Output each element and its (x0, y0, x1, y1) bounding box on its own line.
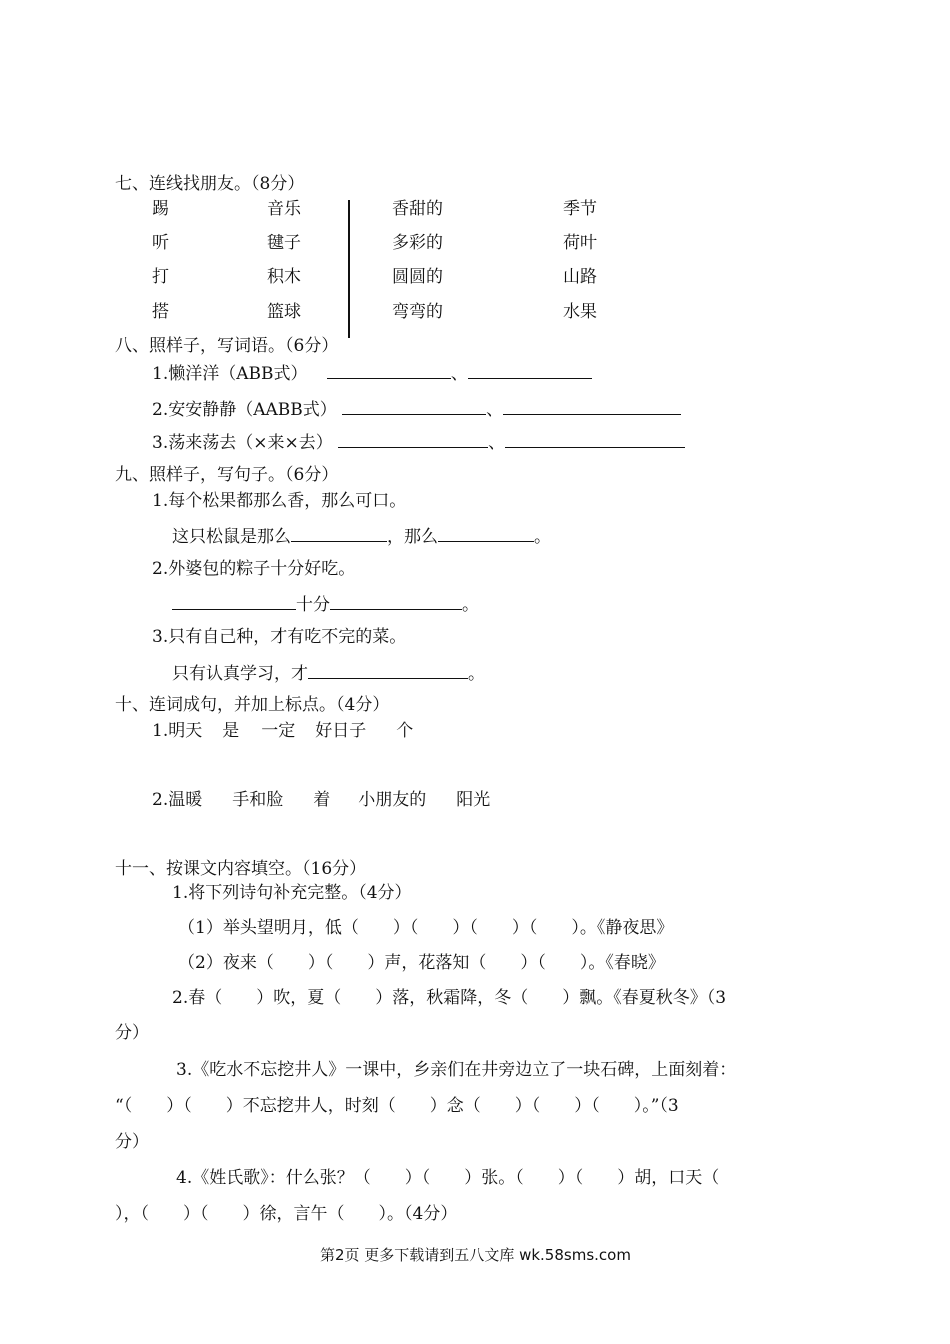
match-col4-item: 山路 (563, 267, 597, 287)
poem-line-2: （2）夜来（ ）（ ）声，花落知（ ）（ ）。《春晓》 (178, 953, 665, 973)
match-col1-item: 搭 (152, 302, 169, 322)
word-token: 个 (396, 721, 414, 741)
match-col3-item: 弯弯的 (392, 302, 443, 322)
match-col2-item: 音乐 (267, 199, 301, 219)
match-col1-item: 听 (152, 233, 169, 253)
answer-middle: ，那么 (387, 527, 438, 547)
word-token: 是 (222, 721, 240, 741)
word-token: 温暖 (168, 790, 203, 810)
answer-blank[interactable] (308, 660, 468, 679)
sentence-example-2: 2.外婆包的粽子十分好吃。 (152, 559, 356, 579)
word-token: 手和脸 (232, 790, 284, 810)
section-9-heading: 九、照样子，写句子。（6分） (115, 465, 339, 485)
answer-end: 。 (468, 664, 485, 684)
separator: 、 (486, 400, 504, 420)
match-col2-item: 篮球 (267, 302, 301, 322)
match-col3-item: 香甜的 (392, 199, 443, 219)
answer-blank[interactable] (172, 591, 296, 610)
answer-middle: 十分 (296, 595, 330, 615)
word-token: 一定 (261, 721, 296, 741)
poem-question-1: 1.将下列诗句补充完整。（4分） (172, 883, 412, 903)
sentence-answer-2 (172, 591, 479, 617)
question-text: 2.安安静静（AABB式） (152, 400, 337, 420)
match-col4-item: 季节 (563, 199, 597, 219)
word-token: 明天 (168, 721, 203, 741)
answer-blank[interactable] (503, 396, 681, 415)
section-8-heading: 八、照样子，写词语。（6分） (115, 336, 339, 356)
section-10-heading: 十、连词成句，并加上标点。（4分） (115, 695, 390, 715)
sentence-answer-1 (172, 523, 551, 549)
section-7-heading: 七、连线找朋友。（8分） (115, 174, 305, 194)
answer-blank[interactable] (342, 396, 486, 415)
sentence-example-3: 3.只有自己种，才有吃不完的菜。 (152, 627, 407, 647)
match-col4-item: 水果 (563, 302, 597, 322)
question-number: 2. (152, 790, 169, 810)
answer-blank[interactable] (505, 429, 685, 448)
answer-blank[interactable] (338, 429, 488, 448)
fill-question-3-line2: “（ ）（ ）不忘挖井人，时刻（ ）念（ ）（ ）（ ）。”（3 (115, 1096, 679, 1116)
separator: 、 (488, 433, 506, 453)
answer-blank[interactable] (468, 360, 592, 379)
match-col3-item: 圆圆的 (392, 267, 443, 287)
word-order-question-1 (152, 719, 413, 743)
answer-blank[interactable] (330, 591, 462, 610)
word-question-3 (152, 429, 685, 455)
match-col1-item: 踢 (152, 199, 169, 219)
match-col1-item: 打 (152, 267, 169, 287)
word-question-1 (152, 360, 592, 386)
fill-question-4-line1: 4.《姓氏歌》：什么张？（ ）（ ）张。（ ）（ ）胡，口天（ (176, 1168, 720, 1188)
divider-line (348, 200, 350, 338)
fill-question-4-line2: ），（ ）（ ）徐，言午（ ）。（4分） (115, 1204, 458, 1224)
fill-question-2-line1: 2.春（ ）吹，夏（ ）落，秋霜降，冬（ ）飘。《春夏秋冬》（3 (172, 988, 727, 1008)
question-text: 1.懒洋洋（ABB式） (152, 364, 308, 384)
match-col2-item: 积木 (267, 267, 301, 287)
answer-prefix: 这只松鼠是那么 (172, 527, 291, 547)
sentence-example-1: 1.每个松果都那么香，那么可口。 (152, 491, 407, 511)
word-token: 小朋友的 (358, 790, 427, 810)
answer-blank[interactable] (327, 360, 451, 379)
answer-blank[interactable] (291, 523, 387, 542)
word-token: 阳光 (456, 790, 491, 810)
answer-blank[interactable] (438, 523, 534, 542)
match-col3-item: 多彩的 (392, 233, 443, 253)
word-token: 着 (313, 790, 331, 810)
poem-line-1: （1）举头望明月，低（ ）（ ）（ ）（ ）。《静夜思》 (178, 918, 674, 938)
fill-question-3-line3: 分） (115, 1132, 149, 1152)
word-order-question-2 (152, 788, 490, 812)
page-footer: 第2页 更多下载请到五八文库 wk.58sms.com (320, 1246, 631, 1264)
match-col2-item: 毽子 (267, 233, 301, 253)
sentence-answer-3 (172, 660, 485, 686)
fill-question-2-line2: 分） (115, 1023, 149, 1043)
separator: 、 (450, 364, 468, 384)
answer-end: 。 (534, 527, 551, 547)
word-token: 好日子 (315, 721, 367, 741)
question-text: 3.荡来荡去（×来×去） (152, 433, 333, 453)
answer-end: 。 (462, 595, 479, 615)
answer-prefix: 只有认真学习，才 (172, 664, 308, 684)
fill-question-3-line1: 3.《吃水不忘挖井人》一课中，乡亲们在井旁边立了一块石碑，上面刻着： (176, 1060, 737, 1080)
match-col4-item: 荷叶 (563, 233, 597, 253)
word-question-2 (152, 396, 681, 422)
question-number: 1. (152, 721, 169, 741)
section-11-heading: 十一、按课文内容填空。（16分） (115, 859, 367, 879)
